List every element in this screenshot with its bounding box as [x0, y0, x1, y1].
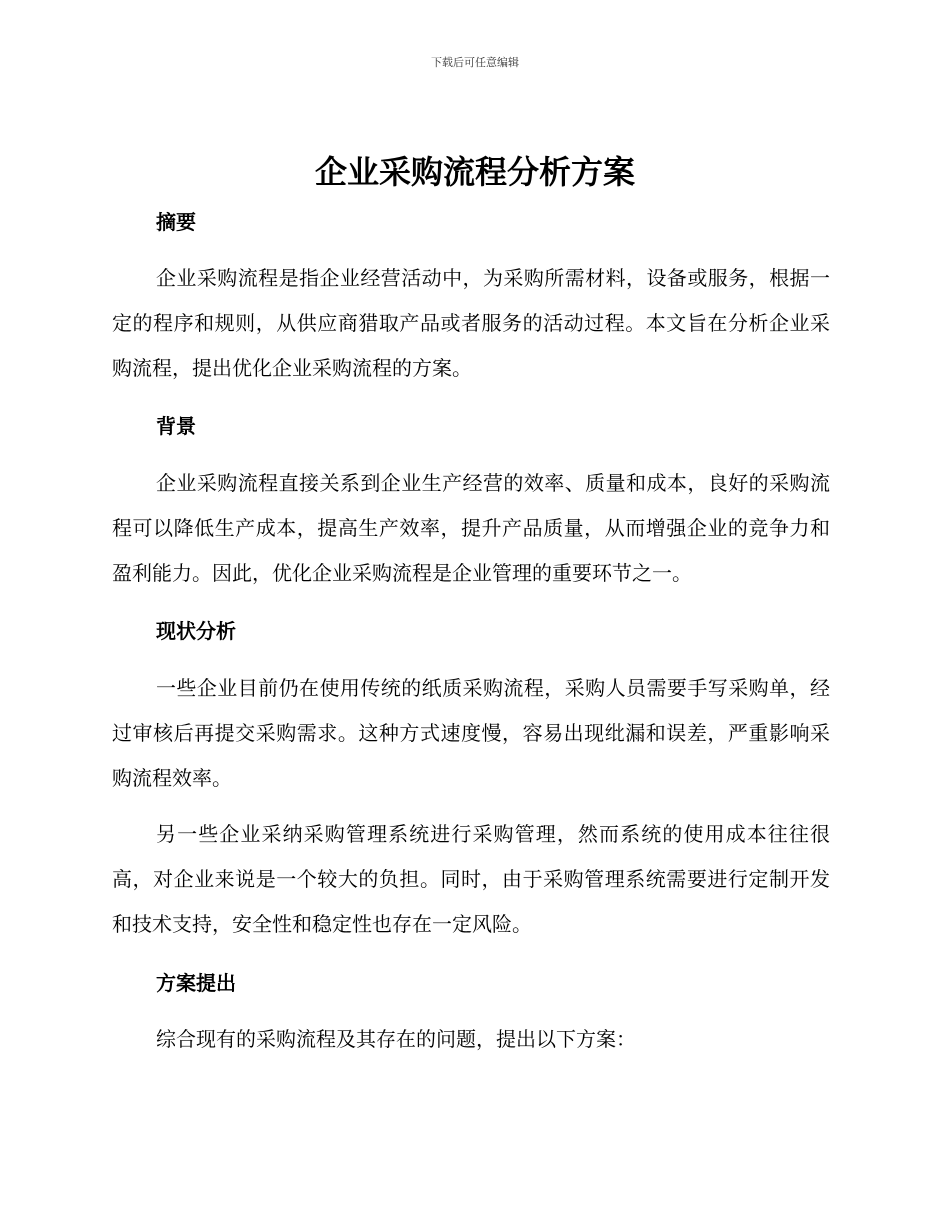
section-heading-proposal: 方案提出	[156, 971, 236, 995]
section-heading-abstract: 摘要	[156, 210, 196, 234]
paragraph-status-analysis-1: 一些企业目前仍在使用传统的纸质采购流程，采购人员需要手写采购单，经过审核后再提交采购需求。这种方式速度慢，容易出现纰漏和误差，严重影响采购流程效率。	[112, 676, 830, 790]
header-note: 下载后可任意编辑	[431, 56, 519, 69]
paragraph-status-analysis-2: 另一些企业采纳采购管理系统进行采购管理，然而系统的使用成本往往很高，对企业来说是一个较大的负担。同时，由于采购管理系统需要进行定制开发和技术支持，安全性和稳定性也存在一定风险。	[112, 822, 830, 936]
paragraph-proposal: 综合现有的采购流程及其存在的问题，提出以下方案：	[156, 1027, 636, 1051]
section-heading-status-analysis: 现状分析	[156, 619, 236, 643]
paragraph-background: 企业采购流程直接关系到企业生产经营的效率、质量和成本，良好的采购流程可以降低生产成本，提高生产效率，提升产品质量，从而增强企业的竞争力和盈利能力。因此，优化企业采购流程是企业管理的重要环节之一。	[112, 471, 830, 585]
section-heading-background: 背景	[156, 414, 196, 438]
document-title: 企业采购流程分析方案	[314, 153, 635, 191]
paragraph-abstract: 企业采购流程是指企业经营活动中，为采购所需材料，设备或服务，根据一定的程序和规则，从供应商猎取产品或者服务的活动过程。本文旨在分析企业采购流程，提出优化企业采购流程的方案。	[112, 266, 830, 380]
